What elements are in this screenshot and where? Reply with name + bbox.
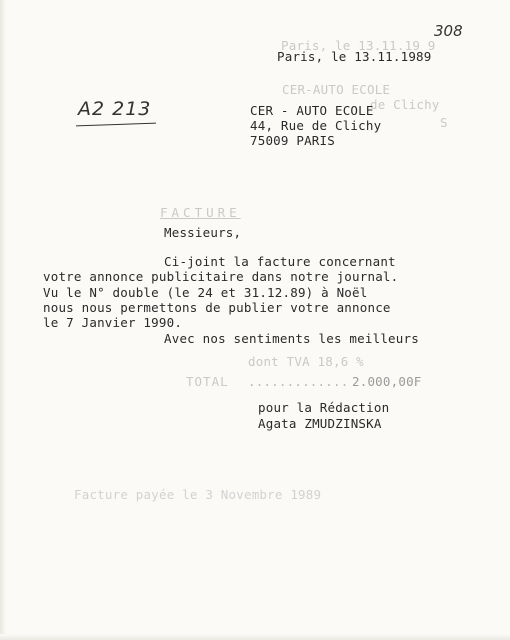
body-line-5: le 7 Janvier 1990. — [43, 315, 183, 330]
ghost-total-value: 2.000,00F — [352, 374, 422, 389]
closing: Avec nos sentiments les meilleurs — [164, 331, 419, 346]
reference-underline — [76, 123, 156, 127]
ghost-total-dots: ............. — [248, 374, 349, 389]
ghost-total-label: TOTAL — [186, 374, 229, 389]
salutation: Messieurs, — [164, 225, 242, 240]
recipient-street: 44, Rue de Clichy — [250, 118, 382, 133]
recipient-city: 75009 PARIS — [250, 133, 335, 148]
body-line-1: Ci-joint la facture concernant — [164, 254, 396, 269]
signature-name: Agata ZMUDZINSKA — [258, 416, 382, 431]
paper-left-edge — [0, 0, 6, 640]
ghost-title: FACTURE — [160, 205, 241, 220]
ghost-paid-note: Facture payée le 3 Novembre 1989 — [74, 487, 322, 502]
ghost-recipient-line-2: de Clichy — [370, 97, 440, 112]
page-number: 308 — [434, 22, 463, 40]
reference-number: A2 213 — [78, 98, 152, 120]
date-line: Paris, le 13.11.1989 — [277, 49, 432, 64]
recipient-name: CER - AUTO ECOLE — [250, 103, 374, 118]
ghost-vat: dont TVA 18,6 % — [248, 354, 364, 369]
paper-bottom-edge — [0, 634, 510, 640]
body-line-3: Vu le N° double (le 24 et 31.12.89) à Noël — [43, 285, 368, 300]
ghost-recipient-line-3: S — [440, 115, 448, 130]
ghost-recipient-line-1: CER-AUTO ECOLE — [282, 82, 391, 97]
body-line-2: votre annonce publicitaire dans notre journal. — [43, 269, 399, 284]
ghost-date: Paris, le 13.11.19 9 — [281, 38, 436, 53]
signature-role: pour la Rédaction — [258, 400, 390, 415]
body-line-4: nous nous permettons de publier votre annonce — [43, 300, 391, 315]
